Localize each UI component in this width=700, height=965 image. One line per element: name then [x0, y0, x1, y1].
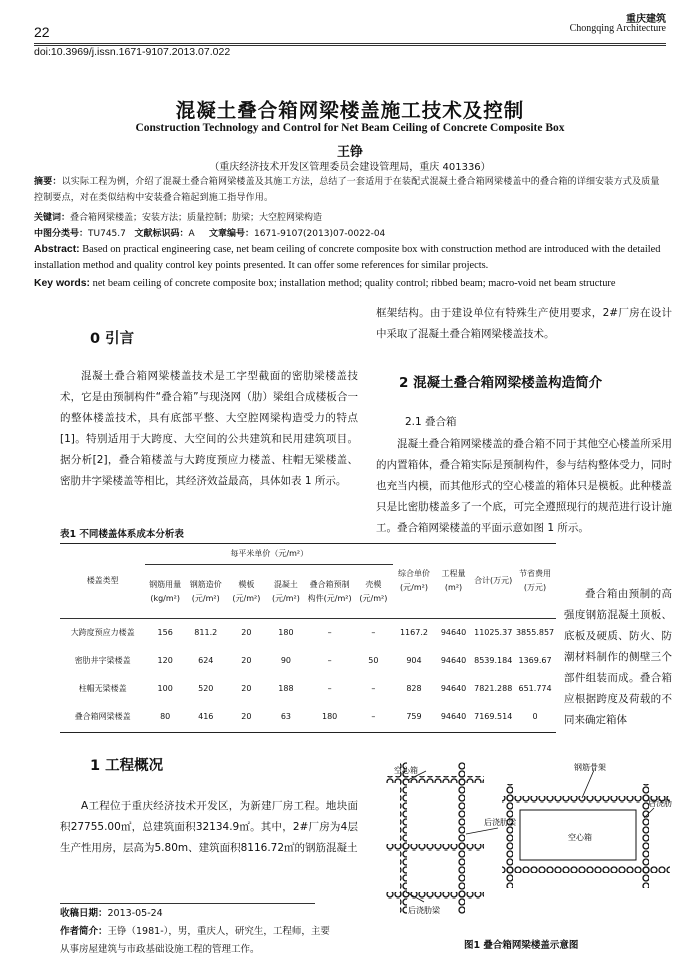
cell: 180: [278, 627, 294, 637]
cell: 94640: [440, 655, 467, 665]
cell: 11025.37: [474, 627, 513, 637]
section-1-paragraph: A工程位于重庆经济技术开发区，为新建厂房工程。地块面积27755.00㎡，总建筑面积32134.9㎡。其中，2#厂房为4层生产性用房，层高为5.80m、建筑面积8116.72㎡的钢筋混凝土: [60, 800, 358, 854]
cell-type: 大跨度预应力楼盖: [70, 627, 135, 637]
label-hollow-box-center: 空心箱: [568, 833, 592, 842]
cell: 90: [280, 655, 292, 665]
left-grid: [386, 762, 484, 914]
cell: –: [371, 712, 376, 722]
clc-value: TU745.7: [88, 229, 126, 239]
journal-name-en: Chongqing Architecture: [569, 23, 666, 34]
cell: 120: [157, 655, 173, 665]
abstract-cn-label: 摘要：: [34, 177, 62, 187]
cell: 20: [241, 655, 252, 665]
cell: 188: [278, 683, 294, 693]
section-2-heading: 2 混凝土叠合箱网梁楼盖构造简介: [399, 375, 603, 391]
cell: 50: [368, 655, 379, 665]
group-header: 每平米单价（元/m²）: [145, 544, 393, 565]
table-row: [60, 619, 556, 647]
col-total-header: 综合单价(元/m²): [397, 569, 430, 592]
cell: 651.774: [518, 683, 552, 693]
abstract-en: [34, 242, 668, 274]
header-rule: [34, 43, 666, 44]
doi: doi:10.3969/j.issn.1671-9107.2013.07.022: [34, 46, 231, 58]
title-en: Construction Technology and Control for Net Beam Ceiling of Concrete Composite Box: [135, 122, 565, 134]
cell: 180: [322, 712, 338, 722]
keywords-cn: [34, 210, 668, 226]
cell: 8539.184: [474, 655, 513, 665]
cell: –: [327, 627, 332, 637]
keywords-en-label: Key words:: [34, 278, 91, 289]
cell-type: 密肋井字梁楼盖: [74, 655, 131, 665]
bio-label: 作者简介：: [60, 926, 108, 937]
keywords-cn-label: 关键词：: [34, 213, 71, 223]
keywords-en: [34, 276, 668, 292]
cell: 624: [198, 655, 214, 665]
label-hollow-box-top: 空心箱: [394, 766, 418, 775]
abstract-cn-text: 以实际工程为例，介绍了混凝土叠合箱网梁楼盖及其施工方法，总结了一套适用于在装配式混凝土叠合箱网梁楼盖中的叠合箱的详细安装方式及质量控制要点，对在类似结构中安装叠合箱起到施工指导作用。: [34, 177, 660, 203]
article-id-label: 文章编号：: [208, 229, 254, 239]
cell: 811.2: [194, 627, 218, 637]
cell: 63: [280, 712, 292, 722]
section-2-1-heading: 2.1 叠合箱: [405, 416, 457, 428]
cell: 0: [532, 712, 538, 722]
cell: 7169.514: [474, 712, 513, 722]
col-header: 钢筋造价(元/m²): [189, 579, 222, 603]
footnote-author-bio: [60, 923, 330, 959]
label-post-pour-rib-bottom: 后浇肋梁: [408, 906, 440, 915]
table-row: [60, 703, 556, 733]
cell: 1167.2: [399, 627, 428, 637]
keywords-en-text: net beam ceiling of concrete composite box; installation method; quality control; ribbed beam; macro-void net beam structure: [92, 278, 616, 289]
section-2-1-paragraph-composition: 叠合箱由预制的高强度钢筋混凝土顶板、底板及硬质、防火、防潮材料制作的侧壁三个部件组装而成。叠合箱应根据跨度及荷载的不同来确定箱体: [564, 588, 672, 726]
journal-name-cn: 重庆建筑: [626, 14, 666, 25]
clc-label: 中图分类号：: [34, 229, 89, 239]
col-header: 钢筋用量(kg/m²): [149, 579, 182, 603]
cell: –: [371, 683, 376, 693]
label-post-pour-rib: 后浇肋梁: [484, 818, 516, 827]
col-header: 模板(元/m²): [232, 579, 261, 603]
col-type-header: 楼盖类型: [86, 576, 119, 585]
title-cn: 混凝土叠合箱网梁楼盖施工技术及控制: [175, 99, 525, 122]
framework-continuation: 框架结构。由于建设单位有特殊生产使用要求，2#厂房在设计中采取了混凝土叠合箱网梁楼盖技术。: [376, 307, 672, 340]
received-date: 2013-05-24: [107, 908, 163, 919]
cell-type: 柱帽无梁楼盖: [78, 683, 127, 693]
cell: 94640: [440, 683, 467, 693]
cell: 20: [241, 712, 252, 722]
cell: 20: [241, 683, 252, 693]
footnote-rule: [60, 903, 315, 904]
author: 王铮: [336, 145, 363, 160]
footnote-received: [60, 905, 330, 923]
table-caption: 表1 不同楼盖体系成本分析表: [60, 529, 184, 540]
abstract-cn: [34, 174, 668, 206]
article-id-value: 1671-9107(2013)07-0022-04: [253, 229, 386, 239]
figure-1-caption: 图1 叠合箱网梁楼盖示意图: [464, 940, 579, 951]
abstract-en-label: Abstract:: [34, 244, 80, 255]
abstract-en-text: Based on practical engineering case, net beam ceiling of concrete composite box with construction method are introduced with the detailed installation method and quality control key points presented. It can offer some references for similar projects.: [34, 244, 661, 271]
cell: 94640: [440, 627, 467, 637]
bio-text: 王铮（1981-），男，重庆人，研究生，工程师，主要从事房屋建筑与市政基础设施工程的管理工作。: [60, 926, 330, 955]
label-post-pour-rib-right: 后浇肋: [648, 799, 672, 808]
figure-1-diagram: [386, 762, 678, 922]
table-row: [60, 675, 556, 703]
doc-code-label: 文献标识码：: [134, 229, 189, 239]
received-label: 收稿日期：: [60, 908, 108, 919]
cell: 3855.857: [515, 627, 555, 637]
rib-beam-v: [506, 784, 513, 888]
cell: 7821.288: [474, 683, 513, 693]
cell: 904: [406, 655, 422, 665]
affiliation: （重庆经济技术开发区管理委员会建设管理局，重庆 401336）: [209, 162, 491, 173]
cell: –: [327, 683, 332, 693]
cell: 520: [198, 683, 214, 693]
col-header: 混凝土(元/m²): [271, 579, 300, 603]
section-1-heading: 1 工程概况: [90, 758, 164, 774]
cell: 1369.67: [518, 655, 552, 665]
cell-type: 叠合箱网梁楼盖: [74, 712, 131, 722]
col-header: 叠合箱预制构件(元/m²): [307, 579, 352, 603]
cell: 100: [157, 683, 173, 693]
cell: 759: [406, 712, 422, 722]
col-area-header: 工程量(m²): [441, 569, 466, 592]
section-0-paragraph: 混凝土叠合箱网梁楼盖技术是工字型截面的密肋梁楼盖技术，它是由预制构件“叠合箱”与现浇网（肋）梁组合成楼板合一的整体楼盖技术，具有底部平整、大空腔网梁构造受力的特点[1]。特别适用于大跨度、大空间的公共建筑和民用建筑项目。据分析[2]，叠合箱楼盖与大跨度预应力楼盖、柱帽无梁楼盖、密肋井字梁楼盖等相比，其经济效益最高，具体如表 1 所示。: [60, 370, 358, 487]
classification: [34, 226, 668, 242]
section-2-1-paragraph-intro: 混凝土叠合箱网梁楼盖的叠合箱不同于其他空心楼盖所采用的内置箱体，叠合箱实际是预制构件，参与结构整体受力，同时也充当内模，而其他形式的空心楼盖的箱体只是模板。此种楼盖只是比密肋楼盖多了一个底，可完全遵照现行的规范进行设计施工。叠合箱网梁楼盖的平面示意如图 1 所示。: [376, 438, 672, 534]
col-save-header: 节省费用(万元): [519, 569, 552, 592]
doc-code-value: A: [188, 229, 195, 239]
section-0-heading: 0 引言: [90, 331, 135, 347]
table-row: [60, 647, 556, 675]
keywords-cn-text: 叠合箱网梁楼盖；安装方法；质量控制；肋梁；大空腔网梁构造: [70, 213, 323, 223]
cell: 416: [198, 712, 214, 722]
cost-table: [60, 543, 568, 733]
cell: 80: [160, 712, 171, 722]
col-sum-header: 合计(万元): [474, 576, 513, 585]
label-rebar-frame: 钢筋骨架: [574, 763, 606, 772]
cell: 156: [157, 627, 173, 637]
cell: 20: [241, 627, 252, 637]
rib-beam-v: [400, 762, 407, 914]
page-number: 22: [34, 24, 50, 40]
rib-beam-v: [458, 762, 465, 914]
cell: –: [371, 627, 376, 637]
col-header: 壳模(元/m²): [359, 579, 388, 603]
cell: 828: [406, 683, 422, 693]
cell: –: [327, 655, 332, 665]
cell: 94640: [440, 712, 467, 722]
